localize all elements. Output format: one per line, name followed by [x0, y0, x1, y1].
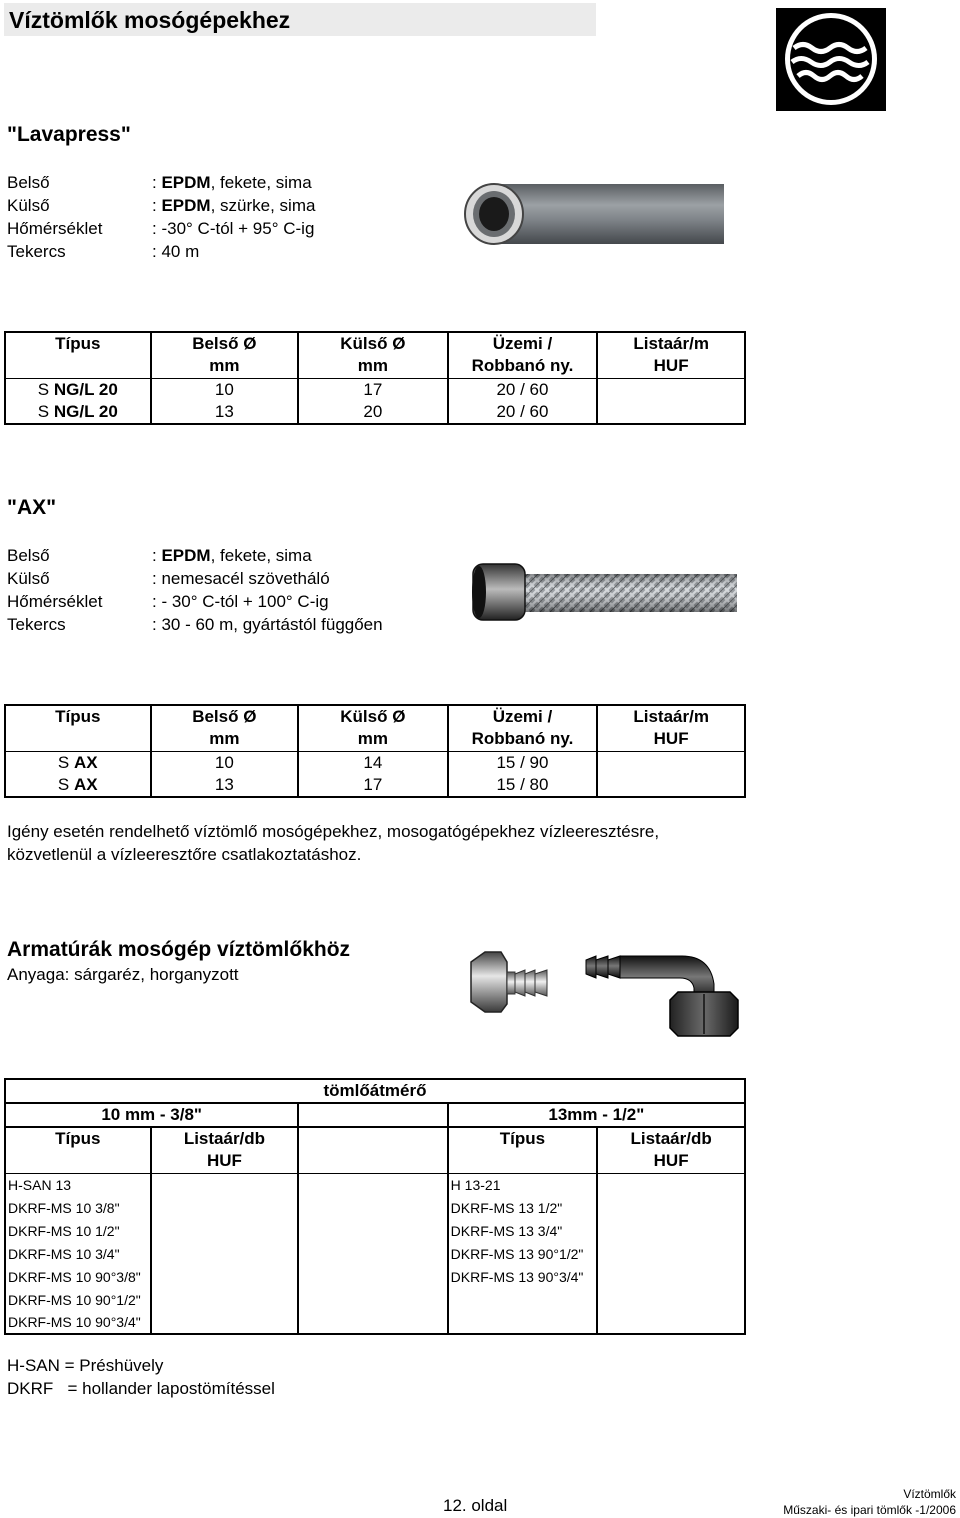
- price-cell: [151, 1219, 299, 1242]
- outer-diameter-cell: 17: [298, 774, 448, 797]
- fittings-subtitle: Anyaga: sárgaréz, horganyzott: [7, 965, 239, 984]
- table-header-row: [5, 332, 745, 355]
- table-header-row: [5, 1150, 745, 1173]
- group-header-10mm: 10 mm - 3/8": [5, 1103, 298, 1127]
- inner-diameter-cell: 13: [151, 774, 299, 797]
- type-cell: S AX: [5, 751, 151, 774]
- column-header: mm: [151, 355, 299, 378]
- price-cell: [151, 1242, 299, 1265]
- column-header: Üzemi /: [448, 705, 598, 728]
- empty-cell: [298, 1219, 447, 1242]
- price-cell: [597, 1196, 745, 1219]
- empty-cell: [298, 1288, 447, 1311]
- group-header-13mm: 13mm - 1/2": [448, 1103, 745, 1127]
- empty-cell: [298, 1242, 447, 1265]
- type-cell: S NG/L 20: [5, 401, 151, 424]
- fitting-type-cell: H 13-21: [448, 1173, 598, 1196]
- spec-value: : EPDM, fekete, sima: [152, 546, 312, 565]
- elbow-fitting-image: [582, 942, 742, 1038]
- pressure-cell: 20 / 60: [448, 378, 598, 401]
- price-cell: [597, 1265, 745, 1288]
- table-row: [5, 1288, 745, 1311]
- table-row: [5, 774, 745, 797]
- fittings-table: [4, 1078, 746, 1335]
- table-header-row: [5, 1079, 745, 1103]
- fitting-type-cell: DKRF-MS 13 90°3/4": [448, 1265, 598, 1288]
- spec-value: : nemesacél szövetháló: [152, 569, 330, 588]
- spec-label: Hőmérséklet: [7, 592, 103, 611]
- price-cell: [597, 1311, 745, 1334]
- column-header: Típus: [5, 705, 151, 728]
- column-header: HUF: [597, 355, 745, 378]
- type-cell: S NG/L 20: [5, 378, 151, 401]
- fitting-type-cell: [448, 1288, 598, 1311]
- column-header: [5, 355, 151, 378]
- pressure-cell: 15 / 90: [448, 751, 598, 774]
- empty-cell: [298, 1265, 447, 1288]
- column-header: Típus: [5, 332, 151, 355]
- spec-row: [0, 240, 460, 263]
- spec-row: [0, 544, 460, 567]
- type-cell: S AX: [5, 774, 151, 797]
- spec-label: Belső: [7, 546, 50, 565]
- footer-line: Víztömlők: [903, 1487, 956, 1501]
- table-row: [5, 1219, 745, 1242]
- price-cell: [597, 1173, 745, 1196]
- inner-diameter-cell: 13: [151, 401, 299, 424]
- diameter-header: tömlőátmérő: [323, 1081, 427, 1100]
- empty-cell: [298, 1150, 447, 1173]
- column-header: mm: [151, 728, 299, 751]
- empty-cell: [298, 1127, 447, 1150]
- fitting-type-cell: DKRF-MS 10 3/8": [5, 1196, 151, 1219]
- spec-value: : 40 m: [152, 242, 200, 261]
- company-logo: [776, 8, 886, 111]
- spec-label: Tekercs: [7, 242, 66, 261]
- spec-label: Külső: [7, 569, 50, 588]
- spec-value: : EPDM, fekete, sima: [152, 173, 312, 192]
- column-header: Listaár/m: [597, 705, 745, 728]
- table-row: [5, 1242, 745, 1265]
- table-row: [5, 1173, 745, 1196]
- column-header: Típus: [448, 1127, 598, 1150]
- price-cell: [597, 1288, 745, 1311]
- ax-title: "AX": [7, 496, 57, 519]
- column-header: Külső Ø: [298, 705, 448, 728]
- ax-specs: [0, 544, 460, 636]
- column-header: HUF: [206, 1151, 242, 1171]
- column-header: [5, 728, 151, 751]
- ax-table: [4, 704, 746, 798]
- braided-hose-image: [467, 560, 737, 624]
- fitting-type-cell: DKRF-MS 13 90°1/2": [448, 1242, 598, 1265]
- lavapress-title: "Lavapress": [7, 123, 131, 146]
- table-row: [5, 1311, 745, 1334]
- empty-cell: [298, 1173, 447, 1196]
- fitting-type-cell: [448, 1311, 598, 1334]
- column-header: Belső Ø: [151, 332, 299, 355]
- price-cell: [151, 1173, 299, 1196]
- column-header: Listaár/db: [597, 1127, 745, 1150]
- price-cell: [597, 378, 745, 401]
- pressure-cell: 15 / 80: [448, 774, 598, 797]
- price-cell: [151, 1265, 299, 1288]
- empty-cell: [5, 1150, 151, 1173]
- table-header-row: [5, 728, 745, 751]
- empty-cell: [298, 1311, 447, 1334]
- table-row: [5, 751, 745, 774]
- price-cell: [151, 1196, 299, 1219]
- empty-cell: [448, 1150, 598, 1173]
- rubber-hose-image: [462, 180, 727, 246]
- legend: [7, 1354, 275, 1400]
- legend-item: H-SAN = Préshüvely: [7, 1356, 164, 1375]
- price-cell: [597, 1219, 745, 1242]
- column-header: Robbanó ny.: [448, 728, 598, 751]
- page-number: 12. oldal: [443, 1496, 508, 1515]
- fitting-type-cell: DKRF-MS 13 1/2": [448, 1196, 598, 1219]
- outer-diameter-cell: 17: [298, 378, 448, 401]
- inner-diameter-cell: 10: [151, 751, 299, 774]
- fitting-type-cell: DKRF-MS 10 3/4": [5, 1242, 151, 1265]
- price-cell: [597, 401, 745, 424]
- spec-row: [0, 171, 460, 194]
- outer-diameter-cell: 14: [298, 751, 448, 774]
- table-row: [5, 378, 745, 401]
- fittings-title: Armatúrák mosógép víztömlőkhöz: [7, 938, 351, 961]
- inner-diameter-cell: 10: [151, 378, 299, 401]
- price-cell: [151, 1288, 299, 1311]
- column-header: Típus: [5, 1127, 151, 1150]
- lavapress-specs: [0, 171, 460, 263]
- spec-label: Tekercs: [7, 615, 66, 634]
- column-header: Robbanó ny.: [448, 355, 598, 378]
- note-line: közvetlenül a vízleeresztőre csatlakoztatáshoz.: [7, 845, 362, 864]
- fitting-type-cell: DKRF-MS 10 90°3/8": [5, 1265, 151, 1288]
- footer-line: Műszaki- és ipari tömlők -1/2006: [783, 1503, 956, 1517]
- spec-label: Belső: [7, 173, 50, 192]
- empty-cell: [298, 1103, 447, 1127]
- outer-diameter-cell: 20: [298, 401, 448, 424]
- price-cell: [151, 1311, 299, 1334]
- spec-row: [0, 194, 460, 217]
- spec-label: Külső: [7, 196, 50, 215]
- note-line: Igény esetén rendelhető víztömlő mosógépekhez, mosogatógépekhez vízleeresztésre,: [7, 822, 660, 841]
- table-row: [5, 401, 745, 424]
- straight-fitting-image: [467, 948, 557, 1016]
- spec-value: : - 30° C-tól + 100° C-ig: [152, 592, 329, 611]
- spec-row: [0, 590, 460, 613]
- spec-row: [0, 613, 460, 636]
- table-header-row: [5, 355, 745, 378]
- price-cell: [597, 774, 745, 797]
- column-header: Külső Ø: [298, 332, 448, 355]
- column-header: mm: [298, 728, 448, 751]
- column-header: HUF: [597, 728, 745, 751]
- column-header: Listaár/db: [151, 1127, 299, 1150]
- pressure-cell: 20 / 60: [448, 401, 598, 424]
- fitting-type-cell: DKRF-MS 10 1/2": [5, 1219, 151, 1242]
- empty-cell: [298, 1196, 447, 1219]
- price-cell: [597, 1242, 745, 1265]
- ax-note: [7, 820, 907, 866]
- spec-row: [0, 217, 460, 240]
- column-header: mm: [298, 355, 448, 378]
- fitting-type-cell: DKRF-MS 10 90°3/4": [5, 1311, 151, 1334]
- table-row: [5, 1265, 745, 1288]
- spec-value: : -30° C-tól + 95° C-ig: [152, 219, 315, 238]
- spec-row: [0, 567, 460, 590]
- column-header: HUF: [653, 1151, 689, 1171]
- spec-label: Hőmérséklet: [7, 219, 103, 238]
- spec-value: : 30 - 60 m, gyártástól függően: [152, 615, 383, 634]
- column-header: Listaár/m: [597, 332, 745, 355]
- page-title: Víztömlők mosógépekhez: [9, 7, 291, 33]
- price-cell: [597, 751, 745, 774]
- table-header-row: [5, 705, 745, 728]
- table-row: [5, 1196, 745, 1219]
- fitting-type-cell: H-SAN 13: [5, 1173, 151, 1196]
- title-bar: [4, 3, 596, 36]
- legend-item: DKRF = hollander lapostömítéssel: [7, 1379, 275, 1398]
- fitting-type-cell: DKRF-MS 13 3/4": [448, 1219, 598, 1242]
- table-header-row: [5, 1103, 745, 1127]
- fitting-type-cell: DKRF-MS 10 90°1/2": [5, 1288, 151, 1311]
- column-header: Belső Ø: [151, 705, 299, 728]
- table-header-row: [5, 1127, 745, 1150]
- column-header: Üzemi /: [448, 332, 598, 355]
- footer-info: [783, 1486, 956, 1518]
- spec-value: : EPDM, szürke, sima: [152, 196, 316, 215]
- lavapress-table: [4, 331, 746, 425]
